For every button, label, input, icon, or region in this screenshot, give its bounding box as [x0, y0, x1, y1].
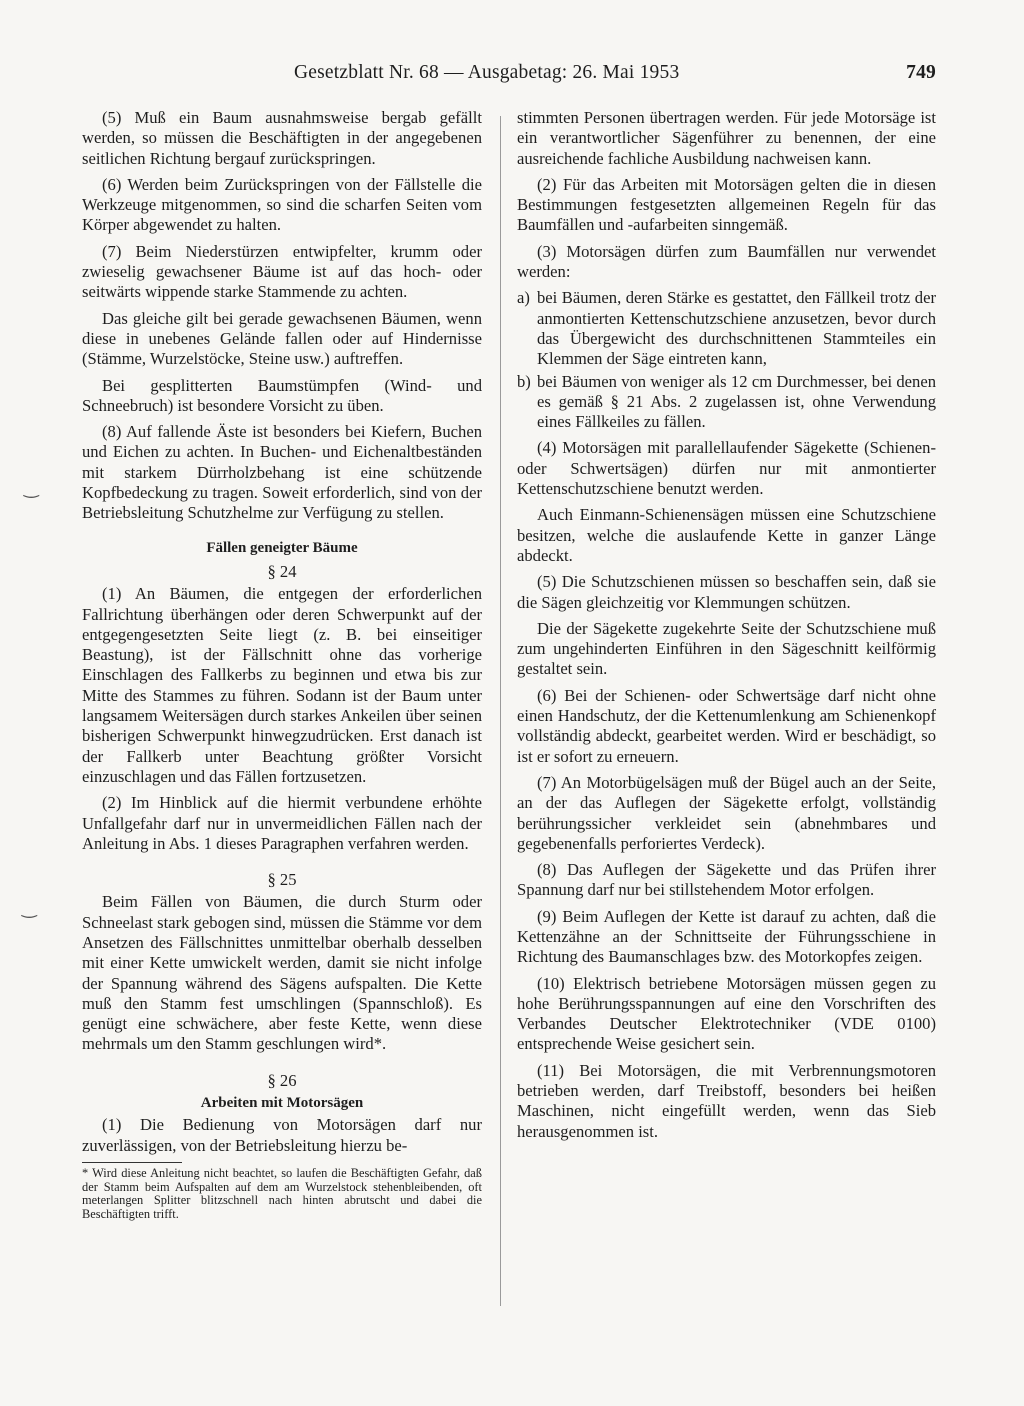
list-item-label: a) — [517, 288, 530, 308]
paragraph: (5) Muß ein Baum ausnahmsweise bergab gefällt werden, so müssen die Beschäftigten in der angegebenen seitlichen Richtung bergauf zurückspringen. — [82, 108, 482, 168]
list-item-text: bei Bäumen, deren Stärke es gestattet, den Fällkeil trotz der anmontierten Kettenschutzschiene anzusetzen, bevor durch das Übergewicht des durchschnittenen Stammteiles ein Klemmen der Säge eintreten kann, — [537, 288, 936, 369]
page-header — [84, 62, 936, 92]
list-item — [517, 288, 936, 369]
section-number: § 24 — [267, 561, 297, 581]
paragraph: (6) Bei der Schienen- oder Schwertsäge darf nicht ohne einen Handschutz, der die Kettenumlenkung am Schienenkopf vollständig abdeckt, gearbeitet werden. Wird er beschädigt, so ist er sofort zu erneuern. — [517, 685, 936, 766]
paragraph: (10) Elektrisch betriebene Motorsägen müssen gegen zu hohe Berührungsspannungen auf eine den Vorschriften des Verbandes Deutscher Elektrotechniker (VDE 0100) entsprechende Weise gesichert sein. — [517, 973, 936, 1054]
page-number: 749 — [906, 62, 936, 83]
section-heading: Fällen geneigter Bäume — [206, 539, 358, 556]
margin-mark: ‿ — [24, 478, 39, 499]
section-number: § 25 — [267, 870, 297, 890]
section-heading: Arbeiten mit Motorsägen — [200, 1095, 364, 1112]
paragraph: Das gleiche gilt bei gerade gewachsenen Bäumen, wenn diese in unebenes Gelände fallen oder auf Hindernisse (Stämme, Wurzelstöcke, Steine usw.) auftreffen. — [82, 308, 482, 369]
paragraph: (11) Bei Motorsägen, die mit Verbrennungsmotoren betrieben werden, darf Treibstoff, besonders bei heißen Maschinen, nicht eingefüllt werden, wenn das Sieb herausgenommen ist. — [517, 1060, 936, 1141]
paragraph: (1) Die Bedienung von Motorsägen darf nur zuverlässigen, von der Betriebsleitung hierzu be- — [82, 1115, 482, 1155]
paragraph: Auch Einmann-Schienensägen müssen eine Schutzschiene besitzen, welche die auslaufende Kette in ganzer Länge abdeckt. — [517, 505, 936, 565]
margin-mark: ‿ — [22, 898, 37, 919]
list-item-label: b) — [517, 371, 531, 391]
paragraph: (2) Für das Arbeiten mit Motorsägen gelten die in diesen Bestimmungen festgesetzten allgemeinen Regeln für das Baumfällen und -aufarbeiten sinngemäß. — [517, 174, 936, 235]
column-divider — [500, 116, 501, 1306]
section-number: § 26 — [267, 1070, 297, 1090]
header-title: Gesetzblatt Nr. 68 — Ausgabetag: 26. Mai 1953 — [294, 62, 680, 83]
paragraph: (6) Werden beim Zurückspringen von der Fällstelle die Werkzeuge mitgenommen, so sind die scharfen Seiten vom Körper abgewendet zu halten. — [82, 174, 482, 235]
paragraph: (7) An Motorbügelsägen muß der Bügel auch an der Seite, an der das Auflegen der Sägekette erfolgt, vollständig berührungssicher verkleidet sein (abnehmbares und gegebenenfalls perforiertes Verdeck). — [517, 772, 936, 853]
paragraph: (5) Die Schutzschienen müssen so beschaffen sein, daß sie die Sägen gleichzeitig vor Klemmungen schützen. — [517, 572, 936, 612]
paragraph: (1) An Bäumen, die entgegen der erforderlichen Fallrichtung überhängen oder deren Schwerpunkt auf der entgegengesetzten Seite liegt (z. B. bei einseitiger Beastung), ist der Fällschnitt ohne das vorherige Einschlagen des Fallkerbs zu beginnen und etwa bis zur Mitte des Stammes zu führen. Sodann ist der Baum unter langsamem Weitersägen durch starkes Ankeilen über seinen bisherigen Schwerpunkt hinwegzudrücken. Erst danach ist der Fallkerb unter Beachtung größter Vorsicht einzuschlagen und das Fällen fortzusetzen. — [82, 584, 482, 786]
left-column — [82, 108, 482, 1221]
paragraph: stimmten Personen übertragen werden. Für jede Motorsäge ist ein verantwortlicher Sägenführer zu benennen, der eine ausreichende fachliche Ausbildung nachweisen kann. — [517, 108, 936, 168]
footnote-divider — [82, 1162, 182, 1163]
paragraph: (4) Motorsägen mit parallellaufender Sägekette (Schienen- oder Schwertsägen) dürfen nur mit anmontierter Kettenschutzschiene benutzt werden. — [517, 438, 936, 499]
paragraph: (8) Auf fallende Äste ist besonders bei Kiefern, Buchen und Eichen zu achten. In Buchen- und Eichenaltbeständen mit starkem Dürrholzbehang ist eine schützende Kopfbedeckung zu tragen. Soweit erforderlich, sind von der Betriebsleitung Schutzhelme zur Verfügung zu stellen. — [82, 422, 482, 523]
paragraph: Bei gesplitterten Baumstümpfen (Wind- und Schneebruch) ist besondere Vorsicht zu üben. — [82, 375, 482, 415]
list-item-text: bei Bäumen von weniger als 12 cm Durchmesser, bei denen es gemäß § 21 Abs. 2 zugelassen ist, ohne Verwendung eines Fällkeiles zu fällen. — [537, 371, 936, 432]
right-column — [517, 108, 936, 1148]
paragraph: (3) Motorsägen dürfen zum Baumfällen nur verwendet werden: — [517, 241, 936, 282]
paragraph: (7) Beim Niederstürzen entwipfelter, krumm oder zwieselig gewachsener Bäume ist auf das hoch- oder seitwärts wippende starke Stammende zu achten. — [82, 241, 482, 302]
paragraph: (2) Im Hinblick auf die hiermit verbundene erhöhte Unfallgefahr darf nur in unvermeidlichen Fällen nach der Anleitung in Abs. 1 dieses Paragraphen verfahren werden. — [82, 793, 482, 853]
paragraph: Beim Fällen von Bäumen, die durch Sturm oder Schneelast stark gebogen sind, müssen die Stämme vor dem Ansetzen des Fällschnittes unmittelbar oberhalb desselben mit einer Kette umwickelt werden, damit sie nicht infolge der Spannung während des Sägens aufspalten. Die Kette muß den Stamm fest umschlingen (Spannschloß). Es genügt eine schwächere, aber feste Kette, wenn diese mehrmals um den Stamm geschlungen wird*. — [82, 892, 482, 1054]
paragraph: (8) Das Auflegen der Sägekette und das Prüfen ihrer Spannung darf nur bei stillstehendem Motor erfolgen. — [517, 860, 936, 900]
paragraph: (9) Beim Auflegen der Kette ist darauf zu achten, daß die Kettenzähne an der Schnittseite der Führungsschiene in Richtung des Baumanschlages bzw. des Motorkopfes zeigen. — [517, 906, 936, 967]
footnote: * Wird diese Anleitung nicht beachtet, so laufen die Beschäftigten Gefahr, daß der Stamm beim Aufspalten auf dem am Wurzelstock stehenbleibenden, oft meterlangen Splitter blitzschnell nach hinten abrutscht und dabei die Beschäftigten trifft. — [82, 1165, 482, 1221]
list-item — [517, 372, 936, 433]
paragraph: Die der Sägekette zugekehrte Seite der Schutzschiene muß zum ungehinderten Einführen in den Sägeschnitt keilförmig gestaltet sein. — [517, 618, 936, 679]
